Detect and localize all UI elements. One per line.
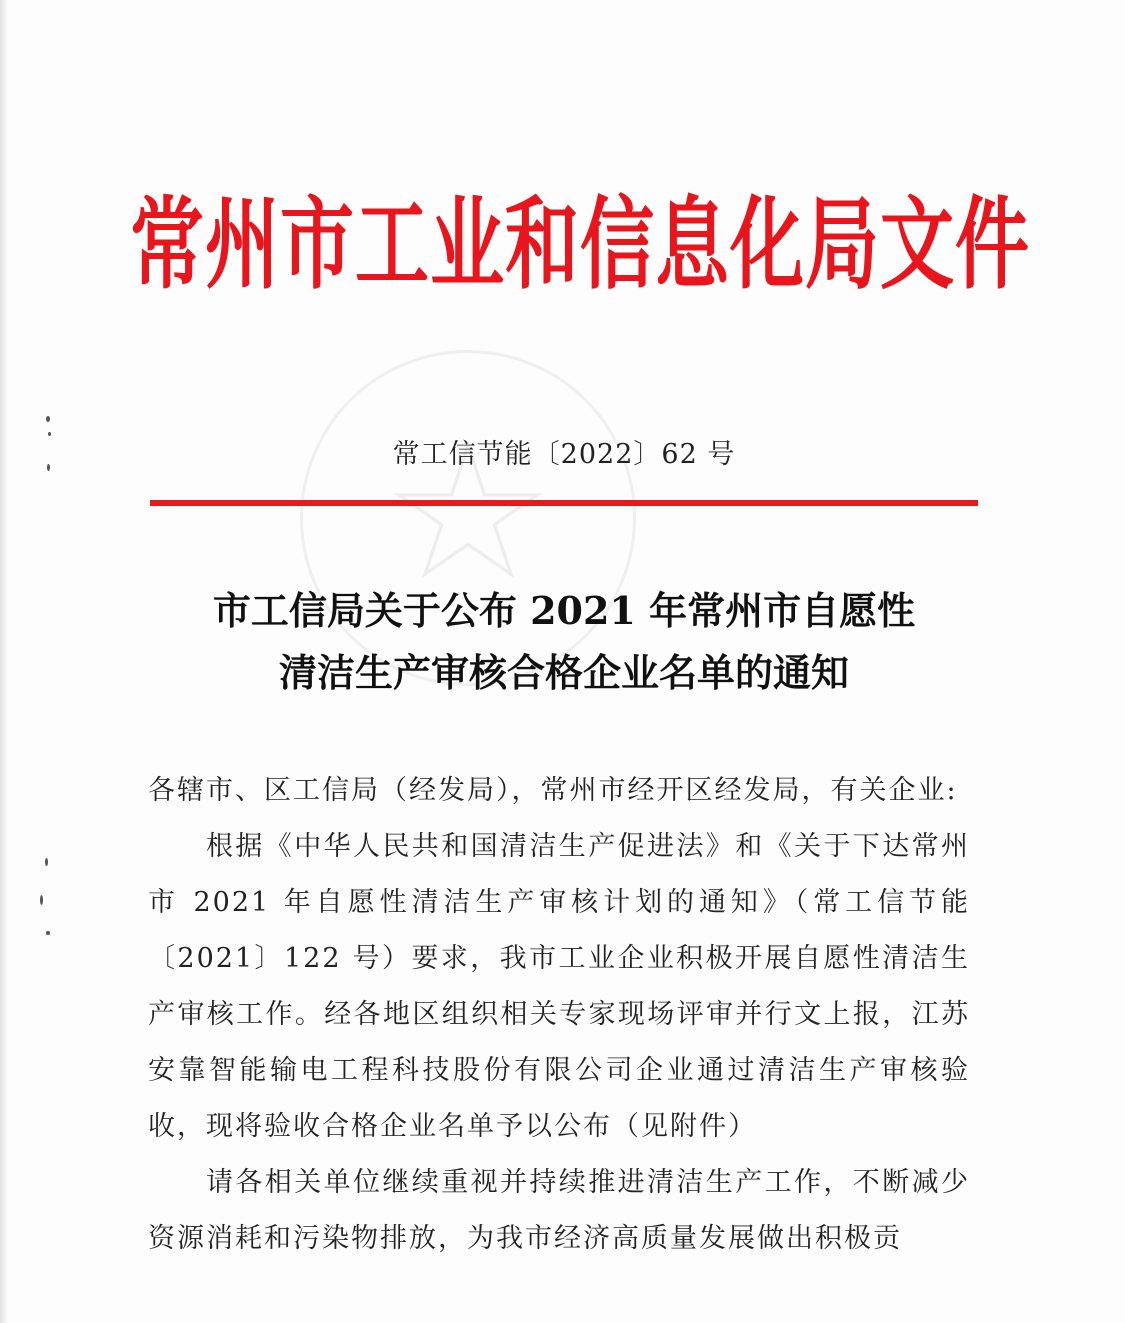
document-body <box>148 763 970 1267</box>
document-number: 常工信节能〔2022〕62 号 <box>392 439 736 470</box>
red-divider-line <box>150 500 978 506</box>
scan-speck <box>48 432 51 436</box>
body-paragraph-2: 请各相关单位继续重视并持续推进清洁生产工作，不断减少资源消耗和污染物排放，为我市经济高质量发展做出积极贡 <box>148 1167 970 1254</box>
scan-speck <box>46 931 50 935</box>
scan-speck <box>46 416 50 422</box>
document-title <box>150 580 978 704</box>
issuer-red-header: 常州市工业和信息化局文件 <box>130 186 1030 304</box>
salutation: 各辖市、区工信局（经发局），常州市经开区经发局，有关企业: <box>148 775 958 806</box>
body-paragraph-1: 根据《中华人民共和国清洁生产促进法》和《关于下达常州市 2021 年自愿性清洁生产审核计划的通知》（常工信节能〔2021〕122 号）要求，我市工业企业积极开展自愿性清洁生产审核工作。经各地区组织相关专家现场评审并行文上报，江苏安靠智能输电工程科技股份有限公司企业通过清洁生产审核验收，现将验收合格企业名单予以公布（见附件） <box>148 831 970 1142</box>
document-title-line-1: 市工信局关于公布 2021 年常州市自愿性 <box>212 588 916 633</box>
document-title-line-2: 清洁生产审核合格企业名单的通知 <box>278 650 849 695</box>
page-edge-shadow <box>0 0 8 1323</box>
scan-speck <box>45 858 48 866</box>
scan-speck <box>47 464 50 471</box>
scan-speck <box>40 895 43 905</box>
